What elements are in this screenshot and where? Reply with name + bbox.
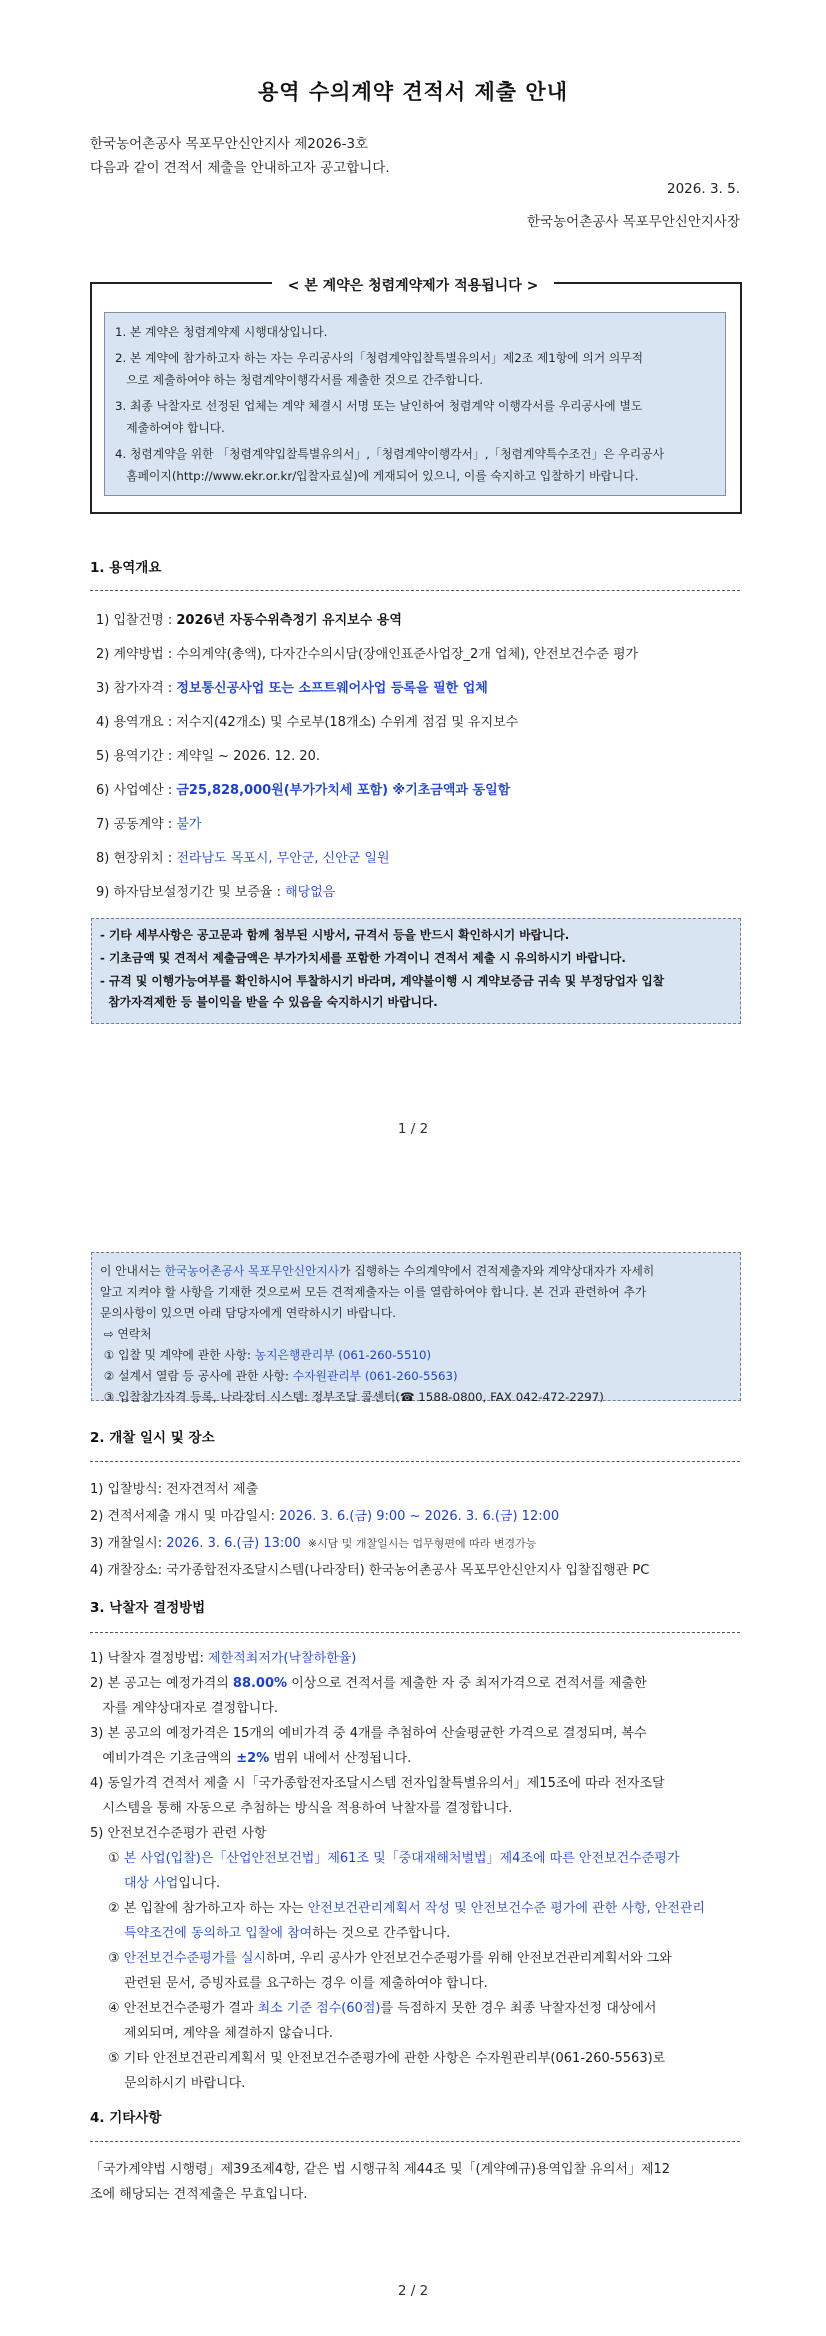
safety-item-4-cont: 제외되며, 계약을 체결하지 않습니다. (124, 2026, 334, 2041)
divider (90, 1461, 740, 1462)
info-box (91, 1252, 741, 1404)
integrity-notice-box (104, 312, 726, 496)
page-number-2: 2 / 2 (397, 2283, 429, 2299)
award-method: 1) 낙찰자 결정방법: 제한적최저가(낙찰하한율) (90, 1651, 357, 1666)
warning-item: 참가자격제한 등 불이익을 받을 수 있음을 숙지하시기 바랍니다. (100, 995, 438, 1009)
safety-item-1-cont: 대상 사업입니다. (124, 1876, 221, 1891)
notice-date: 2026. 3. 5. (667, 181, 740, 197)
contact-bidding: ① 입찰 및 계약에 관한 사항: 농지은행관리부 (061-260-5510) (100, 1348, 432, 1362)
info-line: 알고 지켜야 할 사항을 기재한 것으로써 모든 견적제출자는 이를 열람하여야 합니다. 본 건과 관련하여 추가 (100, 1285, 647, 1299)
integrity-item: 1. 본 계약은 청렴계약제 시행대상입니다. (115, 325, 328, 339)
safety-item-3-cont: 관련된 문서, 증빙자료를 요구하는 경우 이를 제출하여야 합니다. (124, 1976, 488, 1991)
warning-box (91, 918, 741, 1024)
award-rate: 2) 본 공고는 예정가격의 88.00% 이상으로 견적서를 제출한 자 중 최저가격으로 견적서를 제출한 (90, 1676, 647, 1691)
overview-row-title: 1) 입찰건명 : 2026년 자동수위측정기 유지보수 용역 (96, 613, 402, 628)
info-line: 이 안내서는 한국농어촌공사 목포무안신안지사가 집행하는 수의계약에서 견적제출자와 계약상대자가 자세히 (100, 1264, 655, 1278)
divider (90, 1632, 740, 1633)
contact-callcenter: ③ 입찰참가자격 등록, 나라장터 시스템: 정부조달 콜센터(☎ 1588-0800, FAX 042-472-2297) (100, 1390, 604, 1404)
divider (90, 2141, 740, 2142)
safety-item-5-cont: 문의하시기 바랍니다. (124, 2076, 246, 2091)
integrity-item: 2. 본 계약에 참가하고자 하는 자는 우리공사의「청렴계약입찰특별유의서」제2조 제1항에 의거 의무적 (115, 351, 644, 365)
misc-line: 「국가계약법 시행령」제39조제4항, 같은 법 시행규칙 제44조 및「(계약예규)용역입찰 유의서」제12 (90, 2162, 671, 2177)
section3-title: 3. 낙찰자 결정방법 (90, 1600, 206, 1616)
award-rate-cont: 자를 계약상대자로 결정합니다. (90, 1701, 279, 1716)
opening-datetime: 3) 개찰일시: 2026. 3. 6.(금) 13:00 ※시담 및 개찰일시는 업무형편에 따라 변경가능 (90, 1536, 537, 1551)
award-tie-rule: 4) 동일가격 견적서 제출 시「국가종합전자조달시스템 전자입찰특별유의서」제15조에 따라 전자조달 (90, 1776, 665, 1791)
notice-number: 한국농어촌공사 목포무안신안지사 제2026-3호 (90, 136, 369, 152)
safety-item-1: ① 본 사업(입찰)은「산업안전보건법」제61조 및「중대재해처벌법」제4조에 따른 안전보건수준평가 (108, 1851, 680, 1866)
award-estimated-price-cont: 예비가격은 기초금액의 ±2% 범위 내에서 산정됩니다. (90, 1751, 412, 1766)
overview-row-scope: 4) 용역개요 : 저수지(42개소) 및 수로부(18개소) 수위계 점검 및 유지보수 (96, 715, 519, 730)
divider (90, 590, 740, 591)
page-number-1: 1 / 2 (397, 1121, 429, 1137)
integrity-item: 제출하여야 합니다. (115, 421, 225, 435)
opening-place: 4) 개찰장소: 국가종합전자조달시스템(나라장터) 한국농어촌공사 목포무안신안지사 입찰집행관 PC (90, 1563, 650, 1578)
award-tie-rule-cont: 시스템을 통해 자동으로 추첨하는 방식을 적용하여 낙찰자를 결정합니다. (90, 1801, 513, 1816)
opening-submission-period: 2) 견적서제출 개시 및 마감일시: 2026. 3. 6.(금) 9:00 ~ 2026. 3. 6.(금) 12:00 (90, 1509, 560, 1524)
page-title: 용역 수의계약 견적서 제출 안내 (258, 80, 568, 104)
safety-item-3: ③ 안전보건수준평가를 실시하며, 우리 공사가 안전보건수준평가를 위해 안전보건관리계획서와 그와 (108, 1951, 672, 1966)
safety-item-4: ④ 안전보건수준평가 결과 최소 기준 점수(60점)를 득점하지 못한 경우 최종 낙찰자선정 대상에서 (108, 2001, 657, 2016)
integrity-item: 으로 제출하여야 하는 청렴계약이행각서를 제출한 것으로 간주합니다. (115, 373, 483, 387)
overview-row-method: 2) 계약방법 : 수의계약(총액), 다자간수의시담(장애인표준사업장_2개 업체), 안전보건수준 평가 (96, 647, 639, 662)
section1-title: 1. 용역개요 (90, 560, 162, 576)
warning-item: - 기초금액 및 견적서 제출금액은 부가가치세를 포함한 가격이니 견적서 제출 시 유의하시기 바랍니다. (100, 951, 626, 965)
section4-title: 4. 기타사항 (90, 2110, 162, 2126)
warning-item: - 기타 세부사항은 공고문과 함께 첨부된 시방서, 규격서 등을 반드시 확인하시기 바랍니다. (100, 928, 570, 942)
safety-item-2: ② 본 입찰에 참가하고자 하는 자는 안전보건관리계획서 작성 및 안전보건수준 평가에 관한 사항, 안전관리 (108, 1901, 705, 1916)
misc-line: 조에 해당되는 견적제출은 무효입니다. (90, 2187, 308, 2202)
safety-item-2-cont: 특약조건에 동의하고 입찰에 참여하는 것으로 간주합니다. (124, 1926, 451, 1941)
warning-item: - 규격 및 이행가능여부를 확인하시어 투찰하시기 바라며, 계약불이행 시 계약보증금 귀속 및 부정당업자 입찰 (100, 974, 665, 988)
integrity-item: 홈페이지(http://www.ekr.or.kr/입찰자료실)에 게재되어 있으니, 이를 숙지하고 입찰하기 바랍니다. (115, 469, 639, 483)
contact-design: ② 설계서 열람 등 공사에 관한 사항: 수자원관리부 (061-260-5563) (100, 1369, 458, 1383)
section2-title: 2. 개찰 일시 및 장소 (90, 1430, 215, 1446)
overview-row-location: 8) 현장위치 : 전라남도 목포시, 무안군, 신안군 일원 (96, 851, 390, 866)
opening-method: 1) 입찰방식: 전자견적서 제출 (90, 1482, 259, 1497)
integrity-item: 4. 청렴계약을 위한 「청렴계약입찰특별유의서」,「청렴계약이행각서」,「청렴계약특수조건」은 우리공사 (115, 447, 664, 461)
intro-text: 다음과 같이 견적서 제출을 안내하고자 공고합니다. (90, 160, 390, 176)
overview-row-joint: 7) 공동계약 : 불가 (96, 817, 202, 832)
overview-row-period: 5) 용역기간 : 계약일 ~ 2026. 12. 20. (96, 749, 321, 764)
overview-row-qualification: 3) 참가자격 : 정보통신공사업 또는 소프트웨어사업 등록을 필한 업체 (96, 681, 488, 696)
safety-item-5: ⑤ 기타 안전보건관리계획서 및 안전보건수준평가에 관한 사항은 수자원관리부(061-260-5563)로 (108, 2051, 666, 2066)
award-estimated-price: 3) 본 공고의 예정가격은 15개의 예비가격 중 4개를 추첨하여 산술평균한 가격으로 결정되며, 복수 (90, 1726, 647, 1741)
integrity-item: 3. 최종 낙찰자로 선정된 업체는 계약 체결시 서명 또는 날인하여 청렴계약 이행각서를 우리공사에 별도 (115, 399, 643, 413)
safety-eval-heading: 5) 안전보건수준평가 관련 사항 (90, 1826, 267, 1841)
contact-title: ⇨ 연락처 (100, 1327, 152, 1341)
issuer-name: 한국농어촌공사 목포무안신안지사장 (527, 214, 740, 230)
integrity-title: < 본 계약은 청렴계약제가 적용됩니다 > (0, 275, 826, 295)
overview-row-budget: 6) 사업예산 : 금25,828,000원(부가가치세 포함) ※기초금액과 동일함 (96, 783, 511, 798)
overview-row-warranty: 9) 하자담보설정기간 및 보증율 : 해당없음 (96, 885, 336, 900)
info-line: 문의사항이 있으면 아래 담당자에게 연락하시기 바랍니다. (100, 1306, 396, 1320)
